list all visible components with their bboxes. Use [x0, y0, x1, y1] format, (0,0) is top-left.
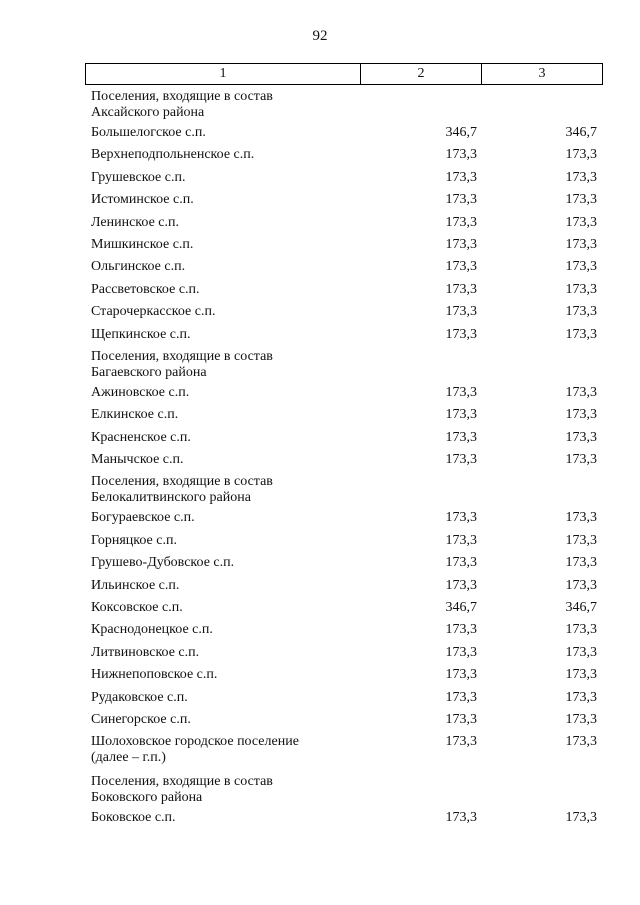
value-col-2: 173,3: [445, 555, 477, 571]
settlement-name: Ольгинское с.п.: [91, 259, 186, 275]
district-group-heading: [91, 349, 601, 385]
table-row: [91, 192, 601, 214]
value-col-2: 173,3: [445, 622, 477, 638]
group-heading-line-1: Поселения, входящие в состав: [91, 89, 273, 104]
settlement-name: Грушево-Дубовское с.п.: [91, 555, 235, 571]
district-group-heading: [91, 89, 601, 125]
value-col-3: 346,7: [565, 125, 597, 140]
settlement-name-line-1: Шолоховское городское поселение: [91, 734, 299, 750]
settlement-name: Ленинское с.п.: [91, 214, 179, 230]
table-row: [91, 667, 601, 689]
value-col-3: 173,3: [565, 326, 597, 342]
settlement-name: Рудаковское с.п.: [91, 689, 188, 705]
value-col-2: 173,3: [445, 147, 477, 163]
group-heading-line-2: Боковского района: [91, 790, 203, 806]
value-col-2: 173,3: [445, 734, 477, 750]
settlement-name: Нижнепоповское с.п.: [91, 667, 218, 683]
table-row: [91, 510, 601, 532]
value-col-2: 173,3: [445, 326, 477, 342]
value-col-3: 173,3: [565, 532, 597, 548]
table-row: [91, 810, 601, 832]
value-col-3: 173,3: [565, 452, 597, 468]
value-col-3: 173,3: [565, 429, 597, 445]
value-col-2: 173,3: [445, 214, 477, 230]
settlement-name: Богураевское с.п.: [91, 510, 195, 526]
group-heading-line-1: Поселения, входящие в состав: [91, 774, 273, 790]
table-row: [91, 385, 601, 407]
value-col-2: 173,3: [445, 667, 477, 683]
settlement-name: Синегорское с.п.: [91, 711, 191, 727]
value-col-2: 173,3: [445, 711, 477, 727]
column-header-3: 3: [482, 64, 603, 85]
value-col-2: 173,3: [445, 384, 477, 400]
value-col-2: 173,3: [445, 281, 477, 297]
value-col-3: 173,3: [565, 214, 597, 230]
table-row: [91, 170, 601, 192]
group-heading-line-1: Поселения, входящие в состав: [91, 348, 273, 364]
table-row: [91, 690, 601, 712]
group-heading-line-2: Багаевского района: [91, 364, 207, 380]
table-row: [91, 622, 601, 644]
value-col-3: 173,3: [565, 555, 597, 571]
settlement-name: Манычское с.п.: [91, 452, 184, 468]
district-group-heading: [91, 474, 601, 510]
value-col-2: 173,3: [445, 577, 477, 593]
settlement-name: Мишкинское с.п.: [91, 236, 194, 252]
group-heading-line-1: Поселения, входящие в состав: [91, 474, 273, 490]
value-col-3: 173,3: [565, 510, 597, 526]
settlement-name: Литвиновское с.п.: [91, 644, 200, 660]
value-col-3: 173,3: [565, 281, 597, 297]
group-heading-line-2: Аксайского района: [91, 105, 205, 120]
table-row: [91, 304, 601, 326]
value-col-2: 173,3: [445, 169, 477, 185]
table-row: [91, 147, 601, 169]
value-col-2: 173,3: [445, 304, 477, 320]
value-col-2: 173,3: [445, 236, 477, 252]
value-col-2: 173,3: [445, 407, 477, 423]
table-row: [91, 327, 601, 349]
settlement-name: Рассветовское с.п.: [91, 281, 200, 297]
table-row: [91, 407, 601, 429]
table-row: [91, 282, 601, 304]
value-col-3: 173,3: [565, 236, 597, 252]
value-col-3: 173,3: [565, 644, 597, 660]
table-row: [91, 712, 601, 734]
table-row: [91, 533, 601, 555]
settlement-name: Краснодонецкое с.п.: [91, 622, 213, 638]
value-col-2: 173,3: [445, 429, 477, 445]
table-row: [91, 452, 601, 474]
column-header-1: 1: [86, 64, 361, 85]
value-col-2: 173,3: [445, 510, 477, 526]
value-col-3: 346,7: [565, 600, 597, 616]
settlement-name: Коксовское с.п.: [91, 600, 183, 616]
table-row: [91, 125, 601, 147]
value-col-3: 173,3: [565, 169, 597, 185]
value-col-3: 173,3: [565, 259, 597, 275]
settlement-name-line-2: (далее – г.п.): [91, 750, 166, 766]
table-row: [91, 215, 601, 237]
value-col-3: 173,3: [565, 711, 597, 727]
settlement-name: Грушевское с.п.: [91, 169, 186, 185]
settlement-name: Старочеркасское с.п.: [91, 304, 216, 320]
page-number: 92: [312, 28, 328, 44]
value-col-3: 173,3: [565, 407, 597, 423]
value-col-2: 346,7: [445, 600, 477, 616]
value-col-3: 173,3: [565, 810, 597, 826]
value-col-2: 173,3: [445, 452, 477, 468]
value-col-2: 346,7: [445, 125, 477, 140]
settlement-name: Щепкинское с.п.: [91, 326, 191, 342]
settlement-name: Елкинское с.п.: [91, 407, 179, 423]
value-col-3: 173,3: [565, 689, 597, 705]
column-header-table: [85, 63, 603, 85]
value-col-3: 173,3: [565, 304, 597, 320]
column-header-2: 2: [361, 64, 482, 85]
value-col-3: 173,3: [565, 192, 597, 208]
table-row: [91, 555, 601, 577]
settlement-name: Ильинское с.п.: [91, 577, 180, 593]
value-col-3: 173,3: [565, 734, 597, 750]
table-row: [91, 600, 601, 622]
group-heading-line-2: Белокалитвинского района: [91, 490, 251, 506]
settlement-name: Горняцкое с.п.: [91, 532, 177, 548]
table-row: [91, 578, 601, 600]
value-col-2: 173,3: [445, 689, 477, 705]
value-col-3: 173,3: [565, 622, 597, 638]
value-col-3: 173,3: [565, 147, 597, 163]
value-col-2: 173,3: [445, 532, 477, 548]
value-col-2: 173,3: [445, 644, 477, 660]
column-header-row: [86, 64, 603, 85]
district-group-heading: [91, 774, 601, 810]
value-col-3: 173,3: [565, 384, 597, 400]
value-col-2: 173,3: [445, 192, 477, 208]
settlement-name: Красненское с.п.: [91, 429, 191, 445]
table-row: [91, 430, 601, 452]
value-col-2: 173,3: [445, 810, 477, 826]
settlement-name: Истоминское с.п.: [91, 192, 194, 208]
table-row: [91, 237, 601, 259]
settlement-name: Ажиновское с.п.: [91, 384, 190, 400]
settlement-name: Большелогское с.п.: [91, 125, 206, 140]
table-row: [91, 259, 601, 281]
value-col-3: 173,3: [565, 667, 597, 683]
settlement-list: [91, 89, 601, 833]
table-row: [91, 734, 601, 774]
table-row: [91, 645, 601, 667]
value-col-3: 173,3: [565, 577, 597, 593]
value-col-2: 173,3: [445, 259, 477, 275]
settlement-name: Боковское с.п.: [91, 810, 176, 826]
settlement-name: Верхнеподпольненское с.п.: [91, 147, 255, 163]
